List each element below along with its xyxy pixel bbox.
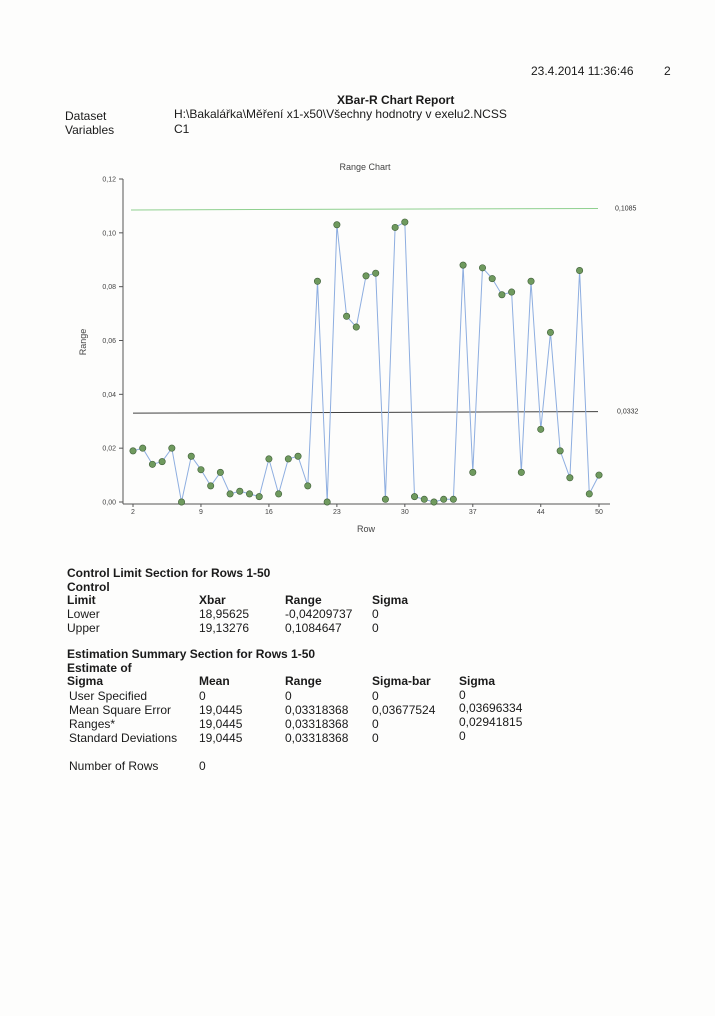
range-point <box>518 469 524 475</box>
variables-value: C1 <box>174 122 190 136</box>
range-point <box>470 469 476 475</box>
range-point <box>402 219 408 225</box>
range-point <box>140 445 146 451</box>
est-row-user-sigmabar: 0 <box>372 689 379 703</box>
range-points <box>130 219 602 505</box>
range-point <box>353 324 359 330</box>
est-row-ranges-sigma: 0,02941815 <box>459 715 523 729</box>
control-row-lower-label: Lower <box>67 607 100 621</box>
range-point <box>275 491 281 497</box>
range-point <box>538 426 544 432</box>
est-row-ranges-mean: 19,0445 <box>199 717 243 731</box>
range-point <box>159 458 165 464</box>
est-row-mse-label: Mean Square Error <box>69 703 172 717</box>
range-point <box>246 491 252 497</box>
range-point <box>149 461 155 467</box>
range-point <box>431 499 437 505</box>
range-point <box>421 496 427 502</box>
y-tick-label: 0,10 <box>102 230 116 238</box>
x-tick-label: 9 <box>199 509 203 516</box>
report-timestamp: 23.4.2014 11:36:46 <box>531 64 634 78</box>
range-series-line <box>133 222 599 502</box>
estimation-col-mean: Mean <box>199 674 230 688</box>
control-row-upper-range: 0,1084647 <box>285 621 342 635</box>
chart-title: Range Chart <box>339 162 391 172</box>
report-title: XBar-R Chart Report <box>337 93 455 107</box>
range-point <box>305 483 311 489</box>
range-point <box>460 262 466 268</box>
center-line <box>133 412 598 414</box>
range-point <box>479 265 485 271</box>
y-tick-label: 0,06 <box>102 338 116 345</box>
control-row-lower-range: -0,04209737 <box>285 607 353 621</box>
range-point <box>508 289 514 295</box>
range-point <box>343 313 349 319</box>
est-row-sd-sigma: 0 <box>459 729 466 743</box>
number-of-rows-value: 0 <box>199 759 206 773</box>
range-point <box>207 483 213 489</box>
est-row-ranges-range: 0,03318368 <box>285 717 349 731</box>
y-tick-label: 0,04 <box>102 391 116 399</box>
range-point <box>314 278 320 284</box>
dataset-label: Dataset <box>65 109 107 123</box>
x-tick-label: 30 <box>400 509 409 516</box>
range-point <box>489 275 495 281</box>
range-point <box>237 488 243 494</box>
estimation-col-sigma-label: Sigma <box>67 674 104 688</box>
y-tick-label: 0,08 <box>102 284 116 292</box>
est-row-sd-label: Standard Deviations <box>69 731 178 745</box>
control-row-upper-sigma: 0 <box>372 621 379 635</box>
range-point <box>392 224 398 230</box>
control-limit-title: Control Limit Section for Rows 1-50 <box>67 566 271 580</box>
range-point <box>266 456 272 462</box>
variables-label: Variables <box>65 123 115 137</box>
range-point <box>586 491 592 497</box>
est-row-ranges-label: Ranges* <box>69 717 116 731</box>
ucl-line <box>131 208 598 210</box>
estimation-title: Estimation Summary Section for Rows 1-50 <box>67 647 316 661</box>
range-point <box>169 445 175 451</box>
range-point <box>178 499 184 505</box>
control-row-lower-sigma: 0 <box>372 607 379 621</box>
range-point <box>188 453 194 459</box>
range-point <box>227 491 233 497</box>
y-tick-label: 0,00 <box>102 499 116 507</box>
number-of-rows-label: Number of Rows <box>69 759 159 773</box>
control-row-upper-label: Upper <box>67 621 100 635</box>
est-row-mse-mean: 19,0445 <box>199 703 243 717</box>
range-point <box>363 273 369 279</box>
estimation-header-line1: Estimate of <box>67 661 132 675</box>
control-col-sigma: Sigma <box>372 593 409 607</box>
est-row-user-range: 0 <box>285 689 292 703</box>
range-point <box>411 493 417 499</box>
range-point <box>295 453 301 459</box>
dataset-path: H:\Bakalářka\Měření x1-x50\Všechny hodnotry v exelu2.NCSS <box>174 107 507 121</box>
range-point <box>256 493 262 499</box>
est-row-sd-sigmabar: 0 <box>372 731 379 745</box>
control-row-upper-xbar: 19,13276 <box>199 621 250 635</box>
est-row-sd-mean: 19,0445 <box>199 731 243 745</box>
est-row-sd-range: 0,03318368 <box>285 731 349 745</box>
ucl-label: 0,1085 <box>615 205 637 213</box>
x-tick-label: 37 <box>468 509 477 516</box>
range-point <box>557 448 563 454</box>
est-row-mse-sigmabar: 0,03677524 <box>372 703 436 717</box>
est-row-mse-range: 0,03318368 <box>285 703 349 717</box>
y-tick-label: 0,12 <box>102 176 116 184</box>
control-col-xbar: Xbar <box>199 593 226 607</box>
range-point <box>567 475 573 481</box>
control-header-line1: Control <box>67 580 110 594</box>
range-point <box>334 222 340 228</box>
x-tick-group <box>131 504 603 516</box>
control-col-range: Range <box>285 593 322 607</box>
range-point <box>198 467 204 473</box>
page-number: 2 <box>664 64 671 78</box>
range-point <box>373 270 379 276</box>
estimation-col-sigma: Sigma <box>459 674 496 688</box>
x-tick-label: 44 <box>536 509 545 516</box>
est-row-user-sigma: 0 <box>459 688 466 702</box>
control-row-lower-xbar: 18,95625 <box>199 607 250 621</box>
range-point <box>499 292 505 298</box>
estimation-col-range: Range <box>285 674 322 688</box>
range-point <box>130 448 136 454</box>
estimation-col-sigma-bar: Sigma-bar <box>372 674 431 688</box>
x-tick-label: 50 <box>595 509 603 516</box>
range-point <box>324 499 330 505</box>
est-row-user-label: User Specified <box>69 689 148 703</box>
center-label: 0,0332 <box>617 408 639 416</box>
range-point <box>217 469 223 475</box>
est-row-mse-sigma: 0,03696334 <box>459 701 523 715</box>
range-point <box>576 267 582 273</box>
range-point <box>547 329 553 335</box>
range-point <box>285 456 291 462</box>
control-col-limit: Limit <box>67 593 96 607</box>
range-point <box>440 496 446 502</box>
range-point <box>382 496 388 502</box>
y-tick-group <box>102 177 123 507</box>
chart-axes <box>123 179 610 504</box>
range-point <box>596 472 602 478</box>
y-axis-label: Range <box>78 328 88 356</box>
y-tick-label: 0,02 <box>102 445 116 453</box>
range-chart <box>0 150 715 540</box>
est-row-ranges-sigmabar: 0 <box>372 717 379 731</box>
x-tick-label: 23 <box>332 509 341 516</box>
est-row-user-mean: 0 <box>199 689 206 703</box>
x-axis-label: Row <box>356 524 376 534</box>
x-tick-label: 2 <box>131 509 135 516</box>
range-point <box>528 278 534 284</box>
range-point <box>450 496 456 502</box>
x-tick-label: 16 <box>265 509 273 516</box>
